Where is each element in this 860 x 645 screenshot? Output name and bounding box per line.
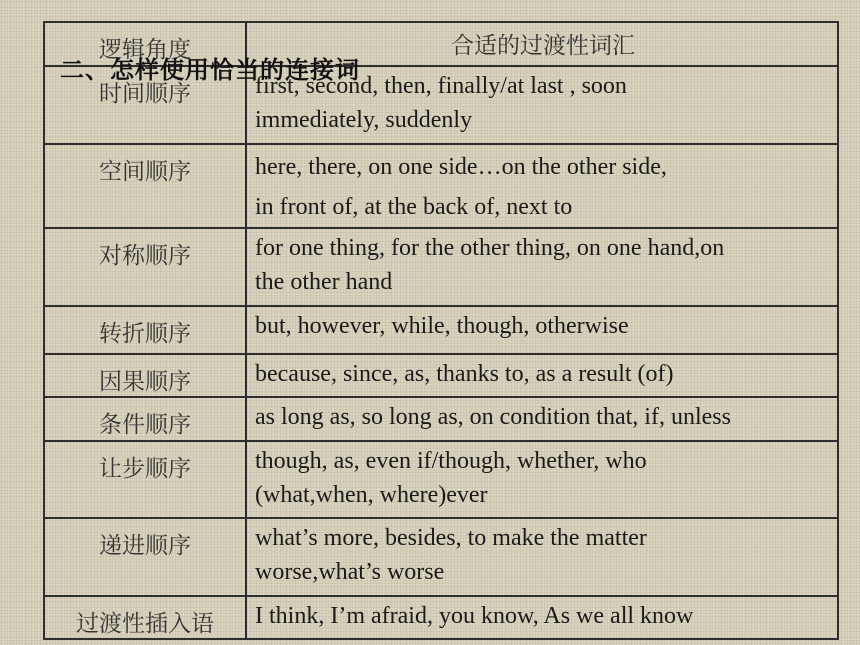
words-cell: because, since, as, thanks to, as a result (of) [246,354,838,397]
words-cell: what’s more, besides, to make the matter worse,what’s worse [246,518,838,596]
category-cell: 时间顺序 [44,66,246,144]
words-cell: first, second, then, finally/at last , soon immediately, suddenly [246,66,838,144]
category-cell: 过渡性插入语 [44,596,246,639]
category-cell: 让步顺序 [44,441,246,518]
words-cell: here, there, on one side…on the other side, in front of, at the back of, next to [246,144,838,228]
section-title: 二、怎样使用恰当的连接词 [60,56,360,84]
category-cell: 因果顺序 [44,354,246,397]
category-cell: 递进顺序 [44,518,246,596]
words-cell: I think, I’m afraid, you know, As we all know [246,596,838,639]
header-category-cell: 逻辑角度 [44,22,246,66]
header-words-cell: 合适的过渡性词汇 [246,22,838,66]
words-cell: but, however, while, though, otherwise [246,306,838,354]
table-row [44,306,838,354]
table-row [44,441,838,518]
words-cell: for one thing, for the other thing, on one hand,on the other hand [246,228,838,306]
table-row [44,354,838,397]
table-row [44,397,838,441]
category-cell: 对称顺序 [44,228,246,306]
table-row [44,144,838,228]
category-cell: 转折顺序 [44,306,246,354]
words-cell: though, as, even if/though, whether, who (what,when, where)ever [246,441,838,518]
table-row [44,518,838,596]
table-row [44,228,838,306]
category-cell: 空间顺序 [44,144,246,228]
category-cell: 条件顺序 [44,397,246,441]
connectives-table [43,21,839,640]
words-cell: as long as, so long as, on condition that, if, unless [246,397,838,441]
table-row [44,596,838,639]
